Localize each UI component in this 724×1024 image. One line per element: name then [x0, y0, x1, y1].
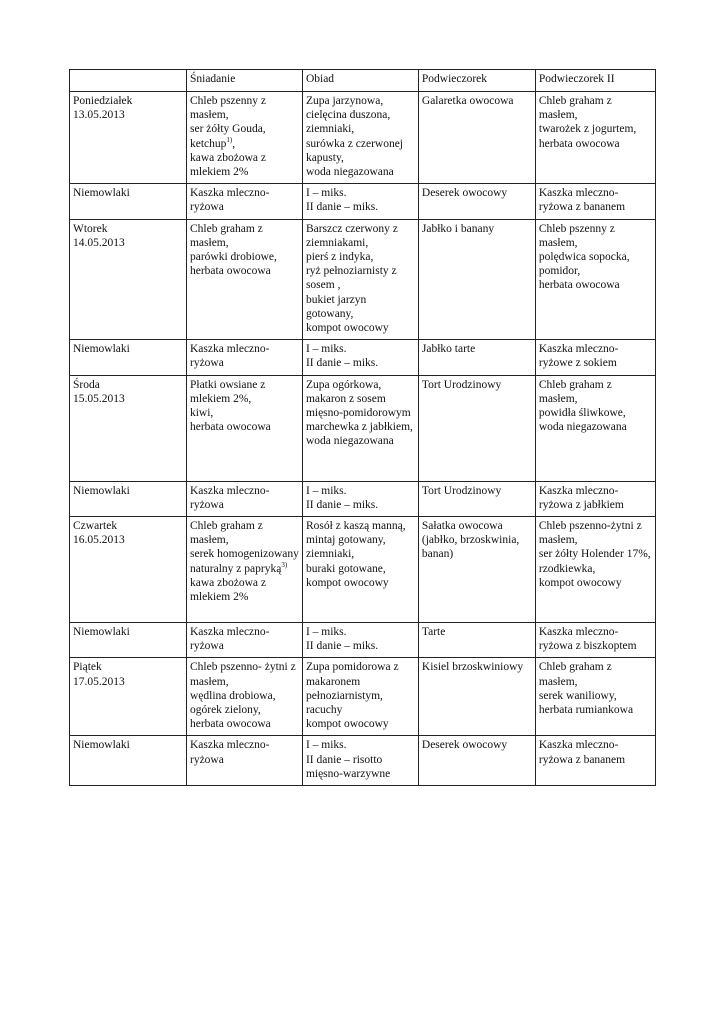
weekly-menu-table	[69, 69, 656, 786]
snack-cell: Jabłko i banany	[418, 219, 535, 340]
header-row	[70, 70, 656, 92]
day-cell: Niemowlaki	[70, 623, 187, 658]
footnote-mark: 3)	[281, 560, 288, 569]
breakfast-cell: Chleb graham z masłem, parówki drobiowe, herbata owocowa	[186, 219, 302, 340]
header-lunch: Obiad	[302, 70, 418, 92]
table-row	[70, 340, 656, 375]
table-row	[70, 658, 656, 736]
snack-cell: Deserek owocowy	[418, 736, 535, 786]
lunch-cell: I – miks. II danie – miks.	[302, 623, 418, 658]
day-cell: Niemowlaki	[70, 736, 187, 786]
table-row	[70, 736, 656, 786]
lunch-cell: Barszcz czerwony z ziemniakami, pierś z indyka, ryż pełnoziarnisty z sosem , bukiet jarzyn gotowany, kompot owocowy	[302, 219, 418, 340]
day-cell: Niemowlaki	[70, 340, 187, 375]
snack-2-cell: Chleb graham z masłem, twarożek z jogurtem, herbata owocowa	[535, 92, 655, 184]
breakfast-cell: Chleb pszenno- żytni z masłem, wędlina drobiowa, ogórek zielony, herbata owocowa	[186, 658, 302, 736]
snack-cell: Sałatka owocowa (jabłko, brzoskwinia, banan)	[418, 517, 535, 623]
snack-cell: Kisiel brzoskwiniowy	[418, 658, 535, 736]
snack-2-cell: Chleb pszenno-żytni z masłem, ser żółty Holender 17%, rzodkiewka, kompot owocowy	[535, 517, 655, 623]
snack-cell: Deserek owocowy	[418, 184, 535, 219]
day-cell: Poniedziałek 13.05.2013	[70, 92, 187, 184]
lunch-cell: I – miks. II danie – risotto mięsno-warzywne	[302, 736, 418, 786]
breakfast-cell: Chleb graham z masłem, serek homogenizowany naturalny z papryką$^{3)}$ kawa zbożowa z mlekiem 2%	[186, 517, 302, 623]
breakfast-cell: Kaszka mleczno-ryżowa	[186, 340, 302, 375]
lunch-cell: Rosół z kaszą manną, mintaj gotowany, ziemniaki, buraki gotowane, kompot owocowy	[302, 517, 418, 623]
snack-2-cell: Kaszka mleczno-ryżowe z sokiem	[535, 340, 655, 375]
snack-2-cell: Chleb graham z masłem, powidła śliwkowe, woda niegazowana	[535, 375, 655, 481]
table-row	[70, 184, 656, 219]
lunch-cell: Zupa ogórkowa, makaron z sosem mięsno-pomidorowym marchewka z jabłkiem, woda niegazowana	[302, 375, 418, 481]
breakfast-cell: Kaszka mleczno-ryżowa	[186, 481, 302, 516]
snack-cell: Galaretka owocowa	[418, 92, 535, 184]
breakfast-cell: Chleb pszenny z masłem, ser żółty Gouda, ketchup$^{1)}$, kawa zbożowa z mlekiem 2%	[186, 92, 302, 184]
snack-cell: Tarte	[418, 623, 535, 658]
table-row	[70, 219, 656, 340]
breakfast-cell: Płatki owsiane z mlekiem 2%, kiwi, herbata owocowa	[186, 375, 302, 481]
header-snack-2: Podwieczorek II	[535, 70, 655, 92]
lunch-cell: Zupa pomidorowa z makaronem pełnoziarnistym, racuchy kompot owocowy	[302, 658, 418, 736]
header-breakfast: Śniadanie	[186, 70, 302, 92]
snack-cell: Tort Urodzinowy	[418, 375, 535, 481]
header-snack: Podwieczorek	[418, 70, 535, 92]
day-cell: Wtorek 14.05.2013	[70, 219, 187, 340]
lunch-cell: I – miks. II danie – miks.	[302, 481, 418, 516]
snack-2-cell: Chleb pszenny z masłem, polędwica sopocka, pomidor, herbata owocowa	[535, 219, 655, 340]
breakfast-cell: Kaszka mleczno-ryżowa	[186, 736, 302, 786]
snack-2-cell: Kaszka mleczno-ryżowa z bananem	[535, 184, 655, 219]
table-row	[70, 517, 656, 623]
breakfast-cell: Kaszka mleczno-ryżowa	[186, 184, 302, 219]
day-cell: Środa 15.05.2013	[70, 375, 187, 481]
snack-2-cell: Kaszka mleczno-ryżowa z jabłkiem	[535, 481, 655, 516]
day-cell: Czwartek 16.05.2013	[70, 517, 187, 623]
table-row	[70, 375, 656, 481]
snack-cell: Tort Urodzinowy	[418, 481, 535, 516]
table-row	[70, 481, 656, 516]
snack-2-cell: Chleb graham z masłem, serek waniliowy, herbata rumiankowa	[535, 658, 655, 736]
table-row	[70, 92, 656, 184]
snack-2-cell: Kaszka mleczno-ryżowa z bananem	[535, 736, 655, 786]
footnote-mark: 1)	[226, 135, 233, 144]
day-cell: Niemowlaki	[70, 481, 187, 516]
lunch-cell: I – miks. II danie – miks.	[302, 184, 418, 219]
breakfast-cell: Kaszka mleczno-ryżowa	[186, 623, 302, 658]
lunch-cell: I – miks. II danie – miks.	[302, 340, 418, 375]
snack-cell: Jabłko tarte	[418, 340, 535, 375]
header-day	[70, 70, 187, 92]
table-row	[70, 623, 656, 658]
lunch-cell: Zupa jarzynowa, cielęcina duszona, ziemniaki, surówka z czerwonej kapusty, woda niegazowana	[302, 92, 418, 184]
day-cell: Niemowlaki	[70, 184, 187, 219]
day-cell: Piątek 17.05.2013	[70, 658, 187, 736]
snack-2-cell: Kaszka mleczno-ryżowa z biszkoptem	[535, 623, 655, 658]
